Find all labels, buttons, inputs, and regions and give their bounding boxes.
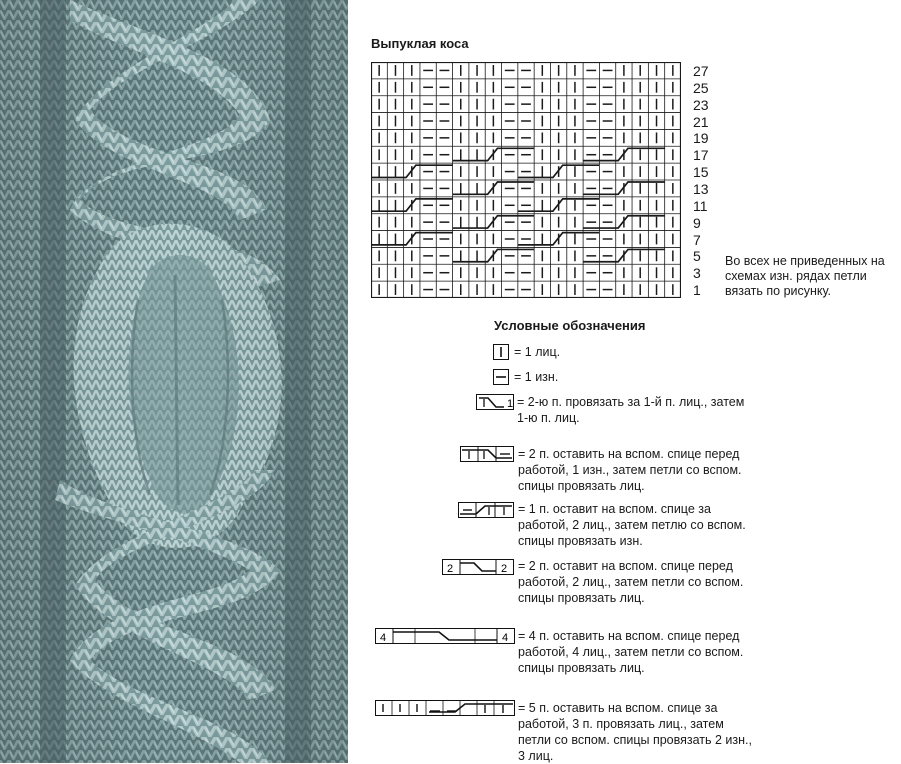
row-number: 9: [693, 214, 701, 231]
legend-symbol-cross-2-1-front: [460, 446, 514, 462]
legend-text-cross-2-1-front: = 2 п. оставить на вспом. спице перед работой, 1 изн., затем петли со вспом. спицы провязать лиц.: [518, 447, 742, 493]
legend-symbol-cross-2-2-front: [442, 559, 514, 575]
note-text: Во всех не приведенных на схемах изн. рядах петли вязать по рисунку.: [725, 254, 885, 298]
row-number: 21: [693, 113, 709, 130]
legend-text-cross-2-2-front: = 2 п. оставит на вспом. спице перед работой, 2 лиц., затем петли со вспом. спицы провязать лиц.: [518, 559, 744, 605]
row-number: 15: [693, 164, 709, 181]
legend-symbol-cross-4-4-front: [375, 628, 515, 644]
legend-symbol-cross-5-3-back: [375, 700, 515, 716]
row-number: 25: [693, 79, 709, 96]
row-number: 1: [693, 282, 701, 299]
knitted-sample-photo: [0, 0, 348, 763]
chart-title: Выпуклая коса: [371, 36, 469, 51]
row-number: 5: [693, 248, 701, 265]
legend-text-cross-5-3-back: = 5 п. оставить на вспом. спице за работой, 3 п. провязать лиц., затем петли со вспом. спицы провязать 2 изн., 3 лиц.: [518, 701, 752, 763]
legend-symbol-label: 2: [501, 563, 508, 575]
legend-text-knit: = 1 лиц.: [514, 345, 561, 359]
legend-symbol-label: 4: [380, 632, 387, 644]
legend-symbol-label: 2: [447, 563, 454, 575]
legend-symbol-label: 1: [507, 398, 514, 410]
legend-symbol-cross-1-2-back: [458, 502, 514, 518]
legend-title: Условные обозначения: [494, 318, 646, 333]
row-number: 3: [693, 265, 701, 282]
legend-text-cross-4-4-front: = 4 п. оставить на вспом. спице перед работой, 4 лиц., затем петли со вспом. спицы провязать лиц.: [518, 629, 744, 675]
legend-text-purl: = 1 изн.: [514, 370, 559, 384]
legend-text-twist-2: = 2-ю п. провязать за 1-й п. лиц., затем 1-ю п. лиц.: [517, 395, 745, 425]
row-number: 13: [693, 181, 709, 197]
cable-chart-grid: [371, 62, 681, 298]
row-number: 23: [693, 96, 709, 113]
legend-text-cross-1-2-back: = 1 п. оставит на вспом. спице за работой, 2 лиц., затем петлю со вспом. спицы провязать изн.: [518, 502, 746, 548]
row-number: 7: [693, 231, 701, 248]
legend-symbol-knit: [493, 344, 509, 360]
row-number: 27: [693, 63, 709, 79]
legend-symbol-twist-2: [476, 394, 514, 410]
legend-symbol-label: 4: [502, 632, 509, 644]
row-number: 17: [693, 147, 709, 164]
row-number: 19: [693, 130, 709, 147]
legend-symbol-purl: [493, 369, 509, 385]
row-number: 11: [693, 197, 708, 214]
